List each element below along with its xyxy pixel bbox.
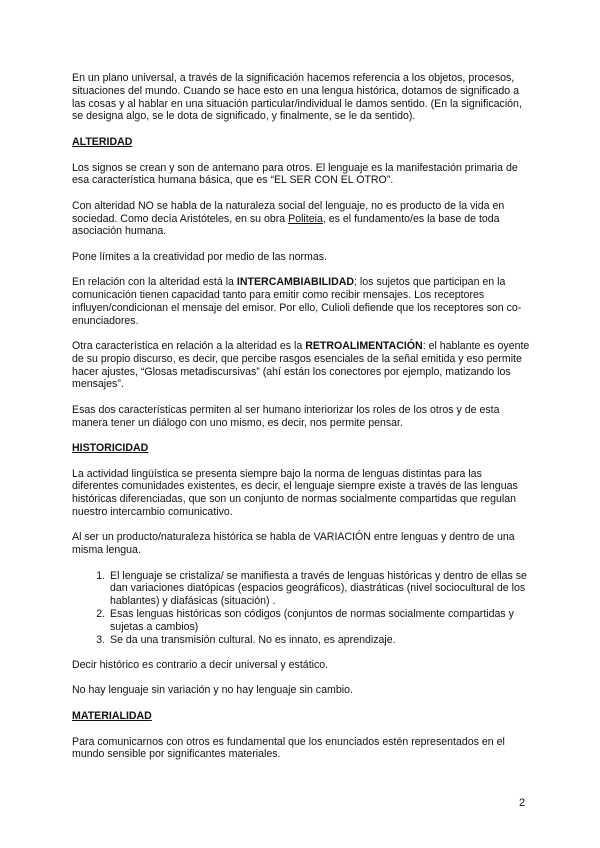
- alteridad-paragraph-1: Los signos se crean y son de antemano para otros. El lenguaje es la manifestación primaria de esa característica humana básica, que es “EL SER CON EL OTRO”.: [72, 161, 518, 187]
- alteridad-p2-text-a: Con alteridad NO se habla de la naturaleza social del lenguaje, no es producto de la vida en sociedad. Como decía Aristóteles, en su obra: [72, 199, 505, 225]
- historicidad-numbered-list: [72, 570, 530, 647]
- historicidad-paragraph-2: Al ser un producto/naturaleza histórica se habla de VARIACIÓN entre lenguas y dentro de una misma lengua.: [72, 531, 515, 557]
- heading-historicidad: HISTORICIDAD: [72, 441, 149, 454]
- intro-paragraph: En un plano universal, a través de la significación hacemos referencia a los objetos, procesos, situaciones del mundo. Cuando se hace esto en una lengua histórica, dotamos de significado a las cosas y al hablar en una situación particular/individual le damos sentido. (En la significación, se designa algo, se le dota de significado, y finalmente, se le da sentido).: [72, 72, 522, 123]
- heading-alteridad: ALTERIDAD: [72, 135, 133, 148]
- historicidad-paragraph-4: No hay lenguaje sin variación y no hay lenguaje sin cambio.: [72, 684, 353, 697]
- alteridad-paragraph-4: [72, 276, 530, 327]
- list-item: 2. Esas lenguas históricas son códigos (conjuntos de normas socialmente compartidas y sujetas a cambios): [108, 608, 530, 634]
- politeia-reference: Politeia: [288, 212, 323, 225]
- historicidad-paragraph-1: La actividad lingüística se presenta siempre bajo la norma de lenguas distintas para las diferentes comunidades existentes, es decir, el lenguaje siempre existe a través de las lenguas históricas diferenciadas, que son un conjunto de normas socialmente compartidas que regulan nuestro intercambio comunicativo.: [72, 467, 518, 519]
- historicidad-paragraph-3: Decir histórico es contrario a decir universal y estático.: [72, 659, 329, 672]
- alteridad-p5-text-b: : el hablante es oyente de su propio discurso, es decir, que percibe rasgos esenciales de la señal emitida y eso permite hacer ajustes, “Glosas metadiscursivas” (ahí están los conectores por ejemplo, matizando los mensajes”.: [72, 339, 530, 391]
- alteridad-p5-text-a: Otra característica en relación a la alteridad es la: [72, 339, 306, 352]
- list-item: 1. El lenguaje se cristaliza/ se manifiesta a través de lenguas históricas y dentro de ellas se dan variaciones diatópicas (espacios geográficos), diastráticas (nivel sociocultural de los hablantes) y diafásicas (situación) .: [108, 570, 530, 608]
- page-content: [72, 72, 530, 774]
- materialidad-paragraph-1: Para comunicarnos con otros es fundamental que los enunciados estén representados en el mundo sensible por significantes materiales.: [72, 735, 505, 761]
- alteridad-paragraph-5: [72, 340, 530, 391]
- alteridad-p2-text-b: , es el fundamento/es la base de toda asociación humana.: [72, 212, 500, 238]
- alteridad-p4-text-a: En relación con la alteridad está la: [72, 276, 237, 289]
- alteridad-p4-text-b: ; los sujetos que participan en la comunicación tienen capacidad tanto para emitir como recibir mensajes. Los receptores influyen/condicionan el mensaje del emisor. Por ello, Culioli defiende que los receptores son co-enunciadores.: [72, 276, 522, 327]
- page-number: 2: [519, 797, 526, 809]
- heading-materialidad: MATERIALIDAD: [72, 709, 152, 722]
- alteridad-paragraph-2: [72, 200, 530, 238]
- alteridad-paragraph-6: Esas dos características permiten al ser humano interiorizar los roles de los otros y de esta manera tener un diálogo con uno mismo, es decir, nos permite pensar.: [72, 403, 500, 429]
- intercambiabilidad-term: INTERCAMBIABILIDAD: [236, 276, 355, 289]
- list-item: 3. Se da una transmisión cultural. No es innato, es aprendizaje.: [108, 634, 530, 647]
- retroalimentacion-term: RETROALIMENTACIÓN: [305, 339, 423, 352]
- alteridad-paragraph-3: Pone límites a la creatividad por medio de las normas.: [72, 250, 327, 263]
